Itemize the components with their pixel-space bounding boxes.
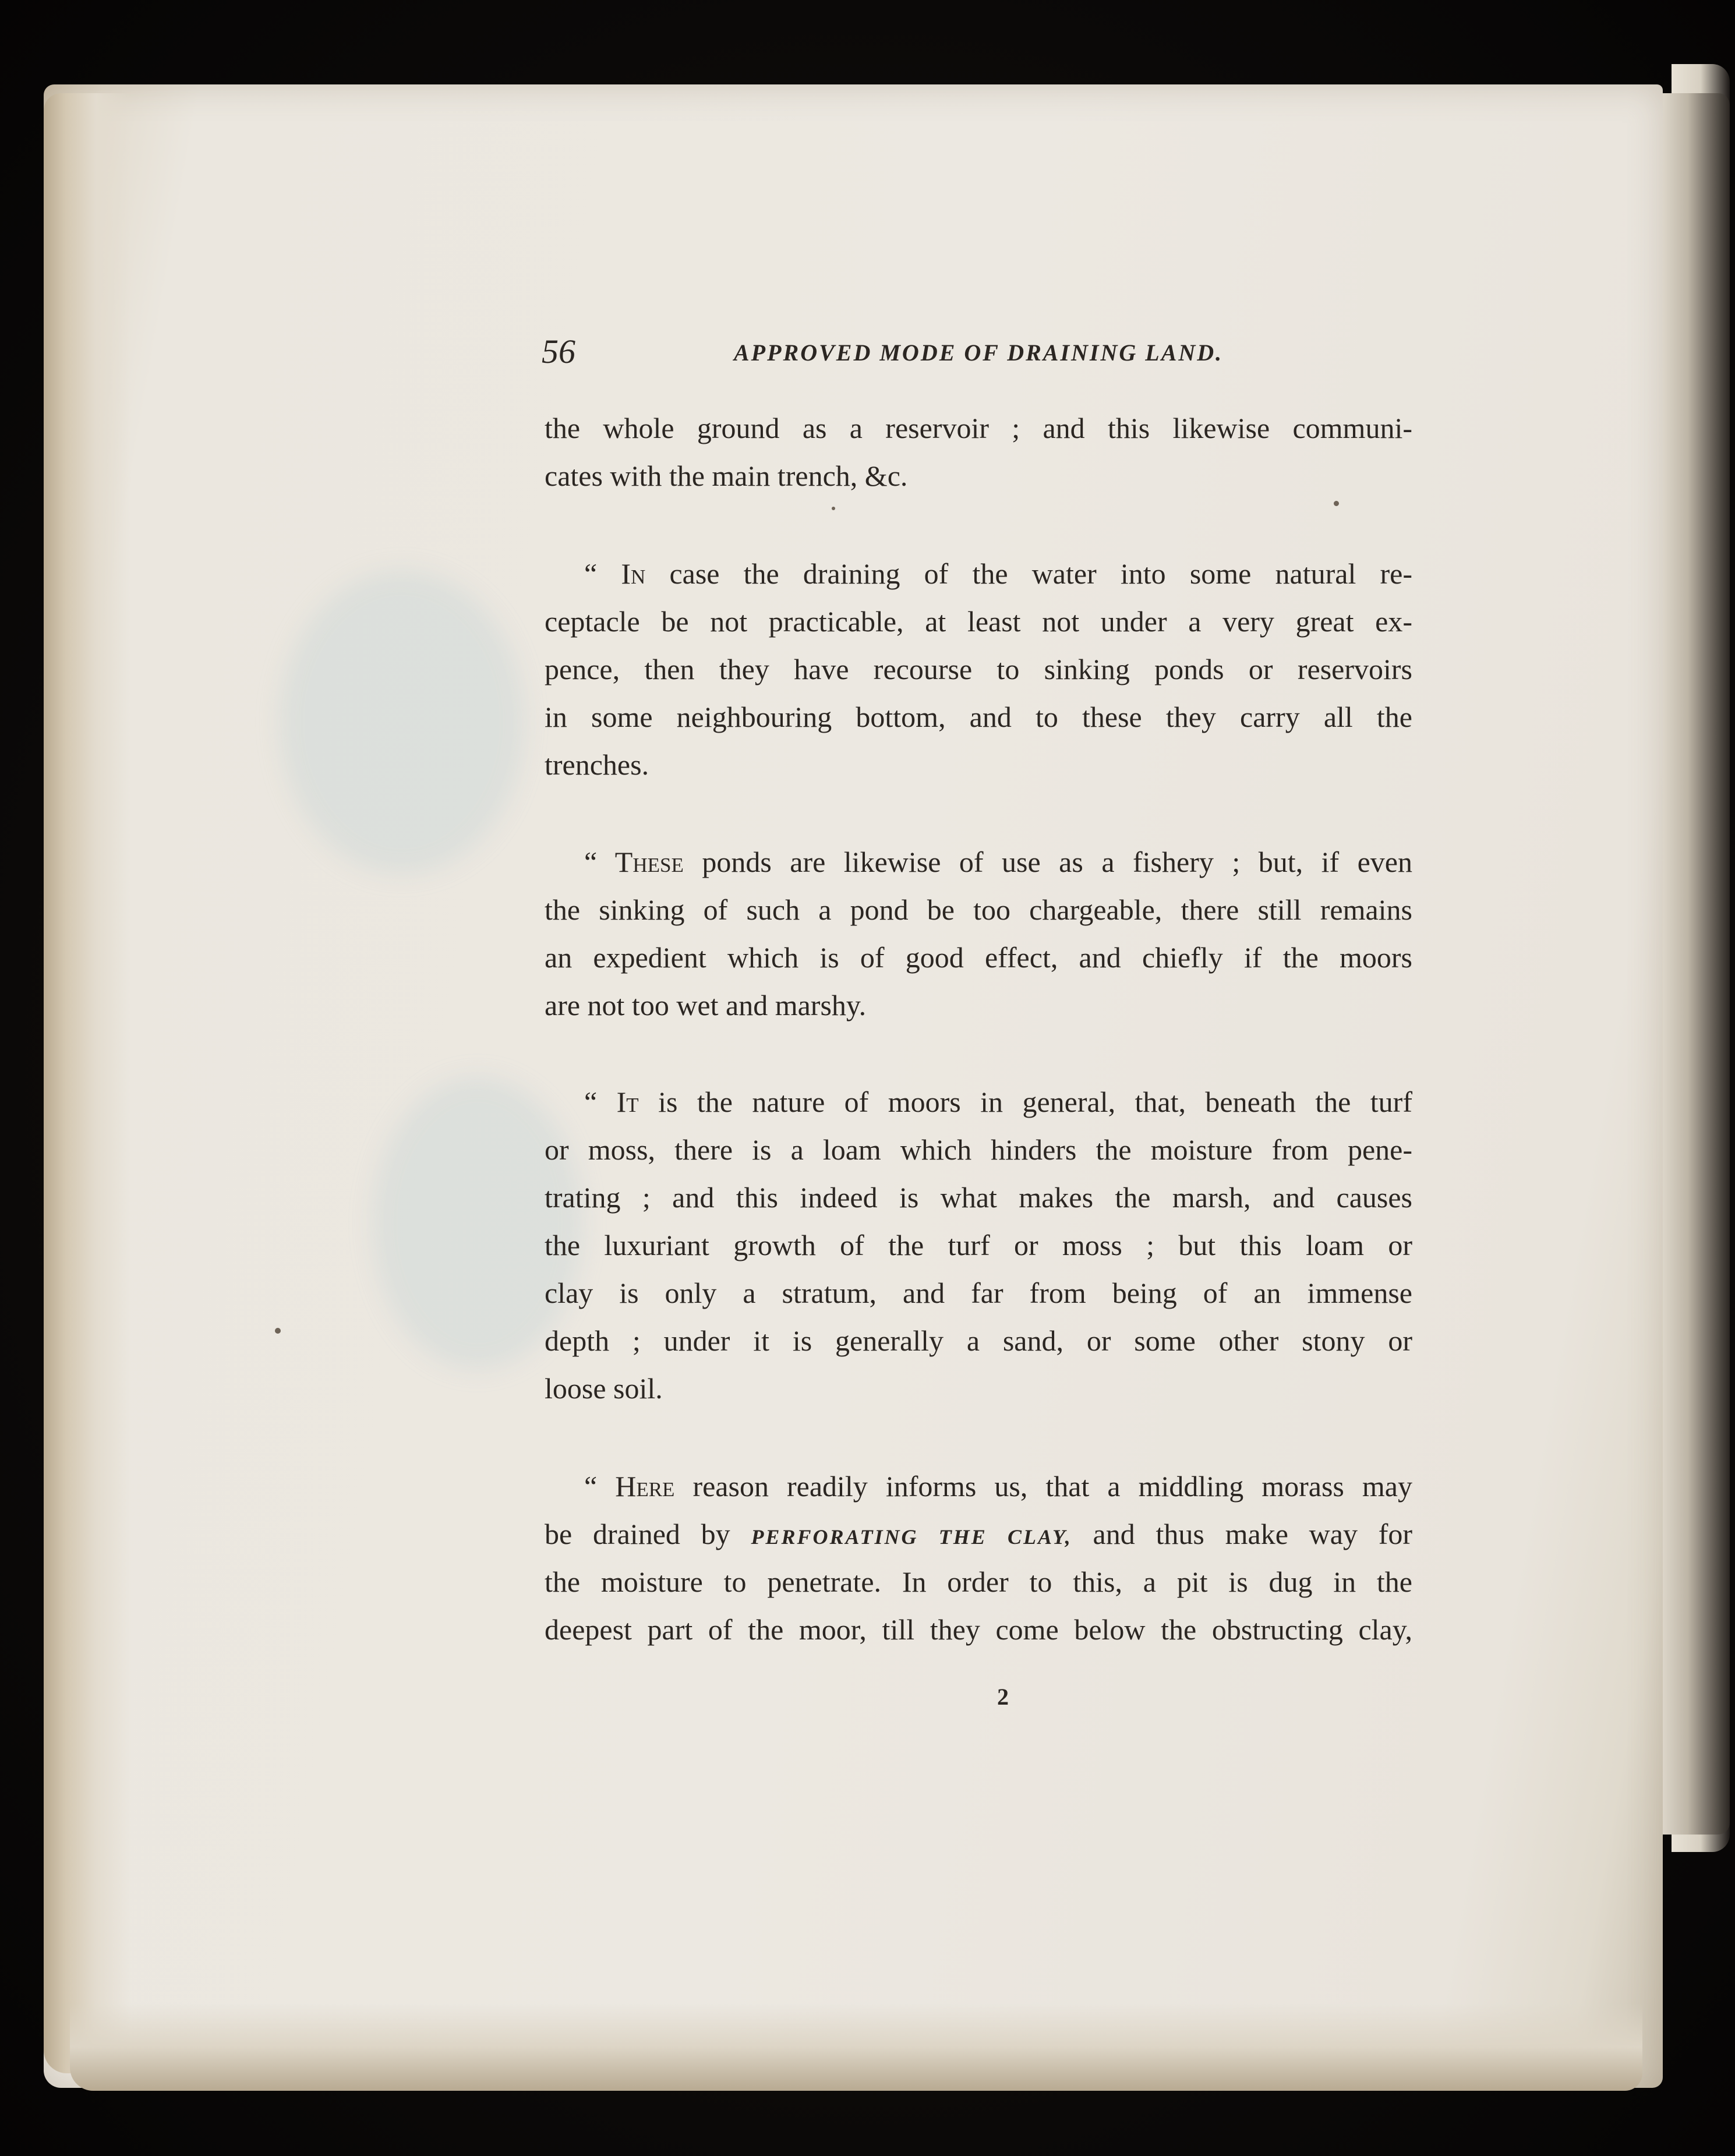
page-number: 56 <box>542 333 575 370</box>
running-title: APPROVED MODE OF DRAINING LAND. <box>734 340 1224 366</box>
text-span: is the nature of moors in general, that, beneath the turf <box>658 1086 1412 1118</box>
text-line: the sinking of such a pond be too chargeable, there still remains <box>545 893 1412 926</box>
text-line-first <box>584 1084 1412 1119</box>
text-line-first <box>584 844 1412 879</box>
text-line: trating ; and this indeed is what makes the marsh, and causes <box>545 1181 1412 1214</box>
text-line: the luxuriant growth of the turf or moss ; but this loam or <box>545 1229 1412 1261</box>
text-line: depth ; under it is generally a sand, or some other stony or <box>545 1324 1412 1357</box>
text-span: and thus make way for <box>1093 1518 1413 1550</box>
paper-speck <box>1334 501 1339 506</box>
text-line: the moisture to penetrate. In order to this, a pit is dug in the <box>545 1565 1412 1598</box>
text-line: deepest part of the moor, till they come below the obstructing clay, <box>545 1613 1412 1646</box>
text-line: pence, then they have recourse to sinking ponds or reservoirs <box>545 653 1412 685</box>
paragraph-lead: “ Here <box>584 1470 675 1503</box>
text-span: reason readily informs us, that a middling morass may <box>692 1470 1412 1503</box>
text-span: ponds are likewise of use as a fishery ; but, if even <box>702 846 1412 878</box>
text-line: ceptacle be not practicable, at least not under a very great ex- <box>545 605 1412 638</box>
text-line: clay is only a stratum, and far from being of an immense <box>545 1277 1412 1309</box>
running-head <box>542 332 1415 379</box>
signature-mark: 2 <box>997 1684 1009 1710</box>
paragraph-lead: “ In <box>584 557 646 590</box>
paper-speck <box>832 507 835 510</box>
text-line: are not too wet and marshy. <box>545 989 867 1022</box>
emphasis-text: PERFORATING THE CLAY, <box>751 1525 1072 1549</box>
text-line-with-emphasis <box>545 1517 1412 1554</box>
show-through-stain <box>280 571 524 874</box>
text-span: be drained by <box>545 1518 730 1550</box>
text-line: an expedient which is of good effect, and chiefly if the moors <box>545 941 1412 974</box>
text-line: in some neighbouring bottom, and to these they carry all the <box>545 701 1412 733</box>
paragraph-lead: “ It <box>584 1086 639 1118</box>
text-line: the whole ground as a reservoir ; and this likewise communi- <box>545 412 1412 444</box>
page-left-deckle-edge <box>44 93 131 2073</box>
text-line-first <box>584 1469 1412 1504</box>
text-line: cates with the main trench, &c. <box>545 460 908 492</box>
text-line-first <box>584 556 1412 591</box>
text-line: trenches. <box>545 748 649 781</box>
page-bottom-deckle-edge <box>70 2003 1642 2091</box>
paper-speck <box>275 1328 281 1334</box>
text-line: loose soil. <box>545 1372 663 1405</box>
paragraph-lead: “ These <box>584 846 684 878</box>
text-line: or moss, there is a loam which hinders the moisture from pene- <box>545 1133 1412 1166</box>
text-span: case the draining of the water into some natural re- <box>669 557 1412 590</box>
